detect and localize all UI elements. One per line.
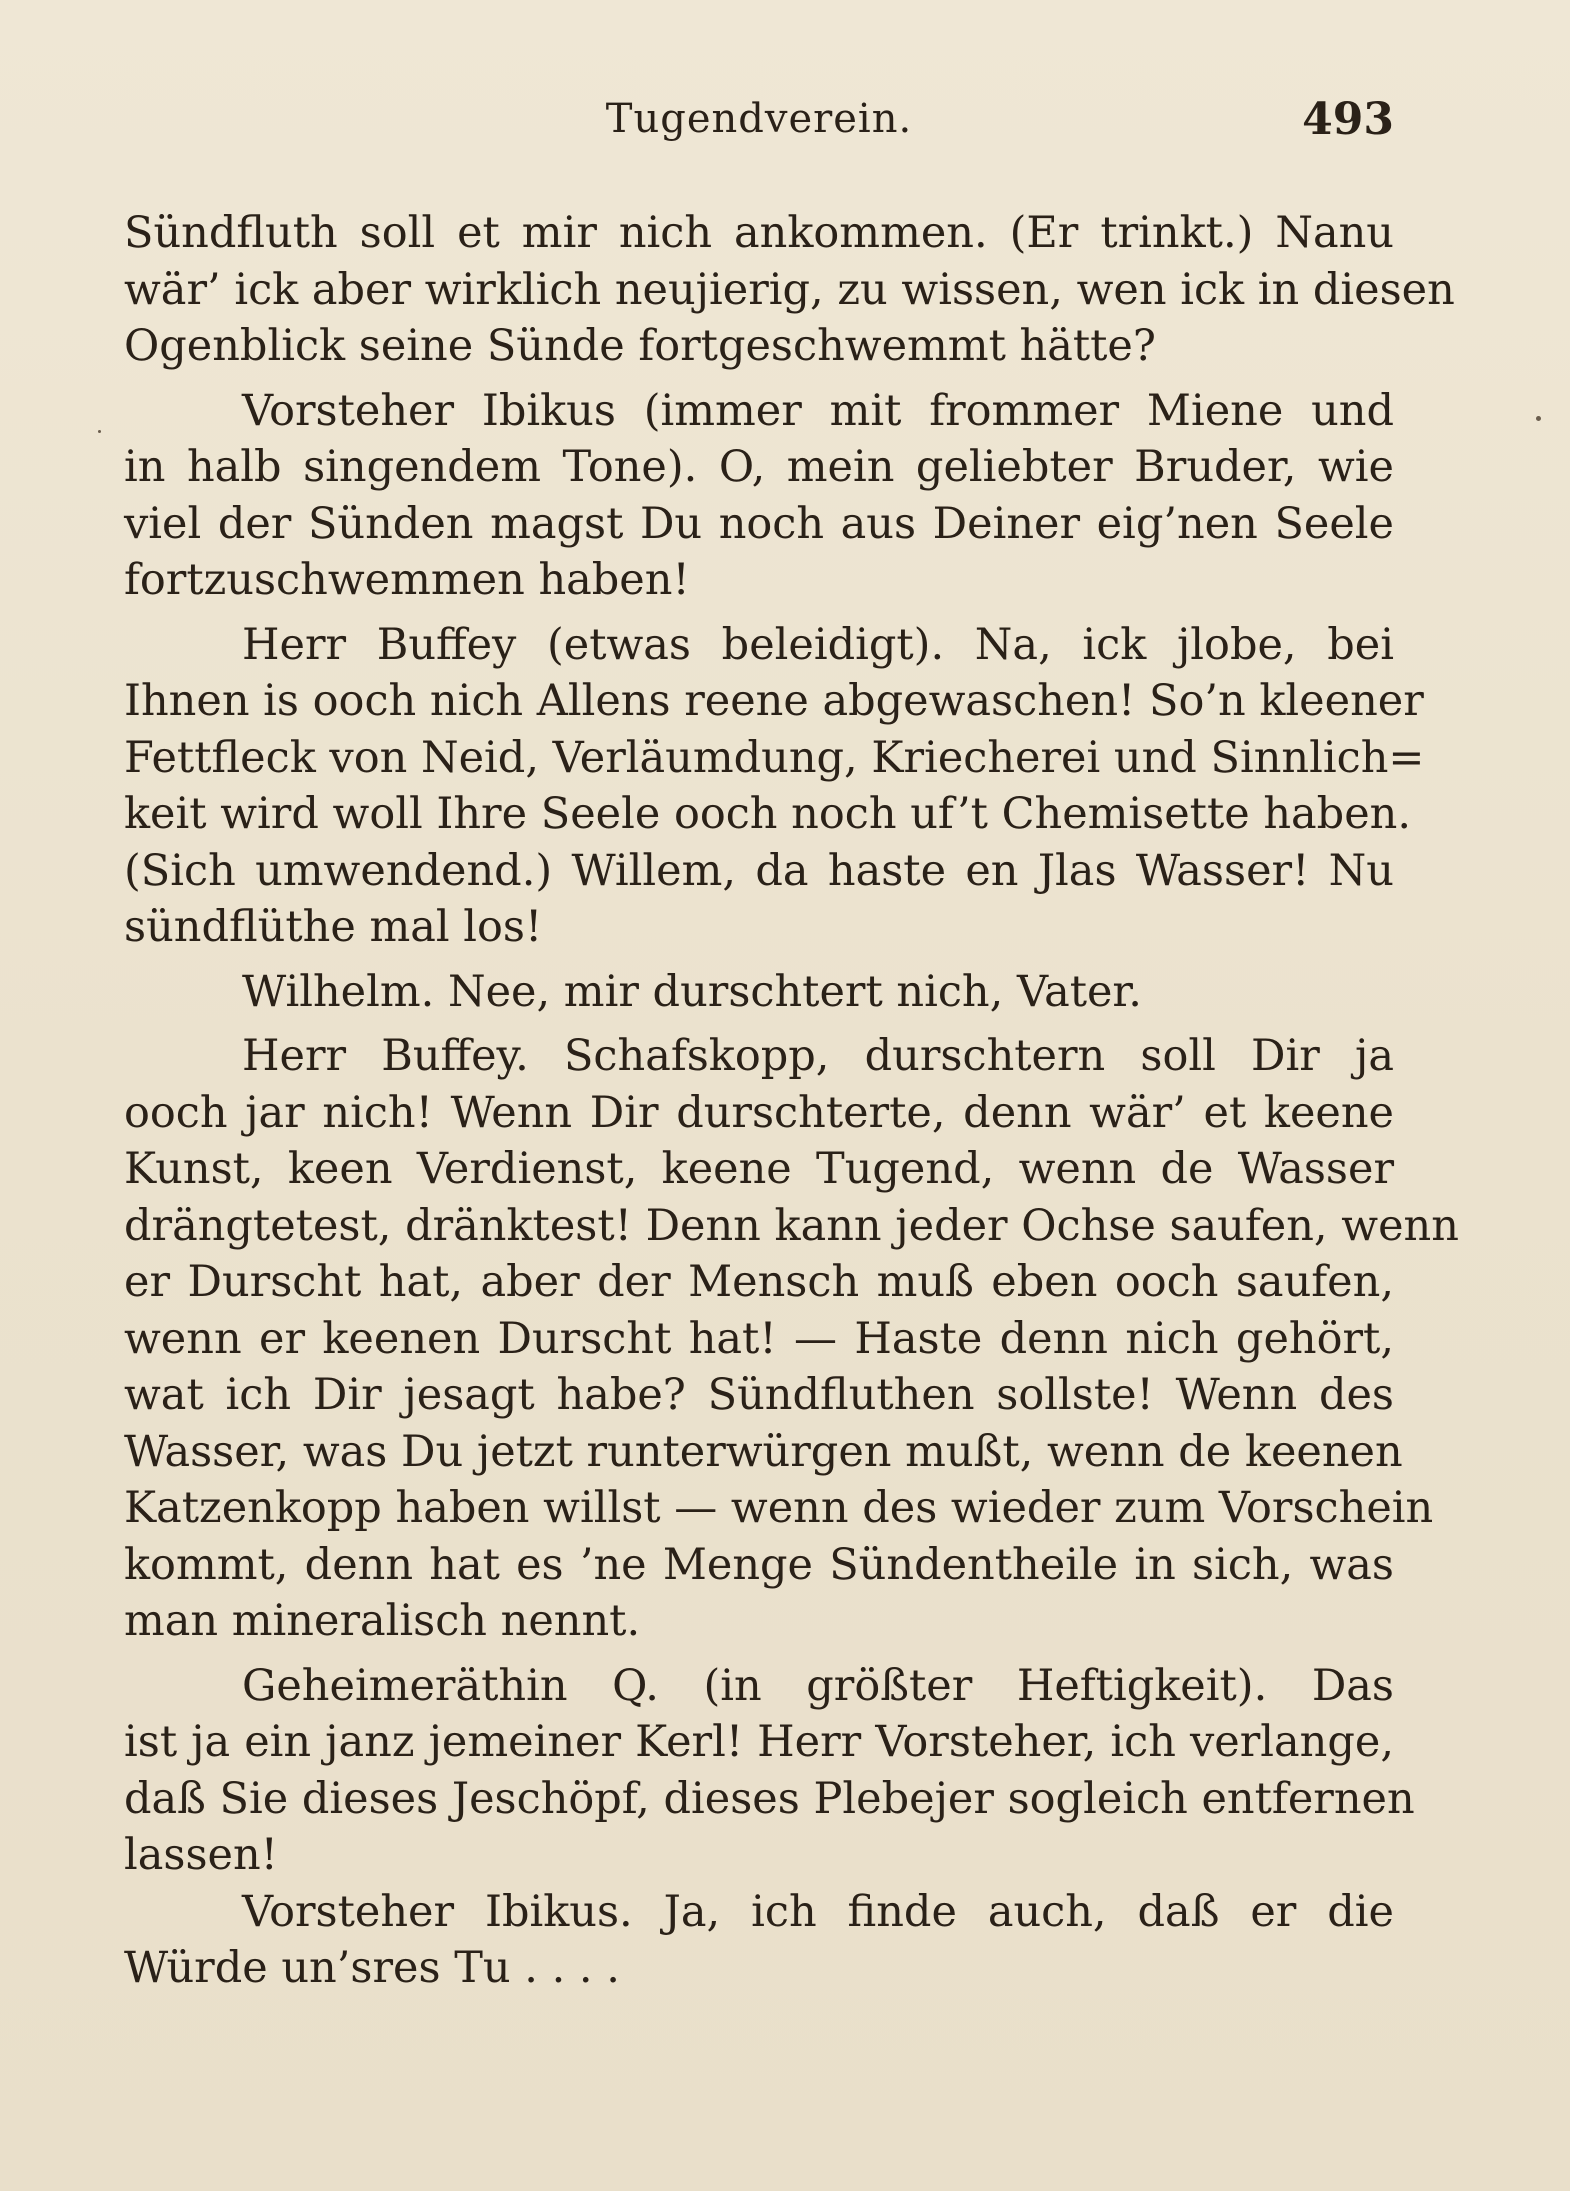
text-line: ist ja ein janz jemeiner Kerl! Herr Vorsteher, ich verlange,	[124, 1717, 1394, 1767]
text-line: Kunst, keen Verdienst, keene Tugend, wenn de Wasser	[124, 1144, 1394, 1194]
text-line: wenn er keenen Durscht hat! — Haste denn nich gehört,	[124, 1313, 1394, 1364]
text-line: er Durscht hat, aber der Mensch muß eben ooch saufen,	[124, 1257, 1394, 1307]
speaker-line: Herr Buffey (etwas beleidigt). Na, ick jlobe, bei	[242, 619, 1394, 670]
text-line: Katzenkopp haben willst — wenn des wieder zum Vorschein	[124, 1483, 1434, 1533]
text-line: viel der Sünden magst Du noch aus Deiner eig’nen Seele	[124, 498, 1394, 549]
paper-speck	[1536, 416, 1541, 421]
speaker-line: Vorsteher Ibikus (immer mit frommer Miene und	[242, 385, 1394, 436]
text-line: Würde un’sres Tu . . . .	[124, 1943, 620, 1993]
text-line: man mineralisch nennt.	[124, 1596, 641, 1646]
page-number: 493	[1302, 94, 1394, 145]
text-line: Fettfleck von Neid, Verläumdung, Kriecherei und Sinnlich=	[124, 732, 1425, 783]
text-line: lassen!	[124, 1830, 278, 1880]
text-line: ooch jar nich! Wenn Dir durschterte, denn wär’ et keene	[124, 1087, 1394, 1138]
text-line: sündflüthe mal los!	[124, 902, 543, 952]
text-line: kommt, denn hat es ’ne Menge Sündentheile in sich, was	[124, 1539, 1394, 1590]
text-line: daß Sie dieses Jeschöpf, dieses Plebejer sogleich entfernen	[124, 1773, 1415, 1824]
text-line: Ihnen is ooch nich Allens reene abgewaschen! So’n kleener	[124, 676, 1424, 726]
text-line: drängtetest, dränktest! Denn kann jeder Ochse saufen, wenn	[124, 1200, 1459, 1251]
running-title: Tugendverein.	[605, 96, 913, 142]
text-line: wär’ ick aber wirklich neujierig, zu wissen, wen ick in diesen	[124, 264, 1455, 315]
text-line: in halb singendem Tone). O, mein geliebter Bruder, wie	[124, 442, 1394, 492]
speaker-line: Wilhelm. Nee, mir durschtert nich, Vater.	[242, 966, 1142, 1017]
speaker-line: Vorsteher Ibikus. Ja, ich finde auch, daß er die	[242, 1886, 1394, 1937]
speaker-line: Herr Buffey. Schafskopp, durschtern soll Dir ja	[242, 1031, 1394, 1081]
running-head	[124, 96, 1394, 150]
speaker-line: Geheimeräthin Q. (in größter Heftigkeit). Das	[242, 1660, 1394, 1711]
text-line: Wasser, was Du jetzt runterwürgen mußt, wenn de keenen	[124, 1426, 1403, 1477]
text-line: (Sich umwendend.) Willem, da haste en Jlas Wasser! Nu	[124, 845, 1394, 896]
text-line: keit wird woll Ihre Seele ooch noch uf’t Chemisette haben.	[124, 789, 1412, 839]
body-text	[124, 205, 1459, 1997]
paper-speck	[98, 430, 101, 433]
text-line: wat ich Dir jesagt habe? Sündfluthen sollste! Wenn des	[124, 1370, 1394, 1420]
text-line: Sündfluth soll et mir nich ankommen. (Er trinkt.) Nanu	[124, 208, 1394, 258]
text-line: fortzuschwemmen haben!	[124, 555, 690, 605]
text-line: Ogenblick seine Sünde fortgeschwemmt hätte?	[124, 321, 1156, 371]
